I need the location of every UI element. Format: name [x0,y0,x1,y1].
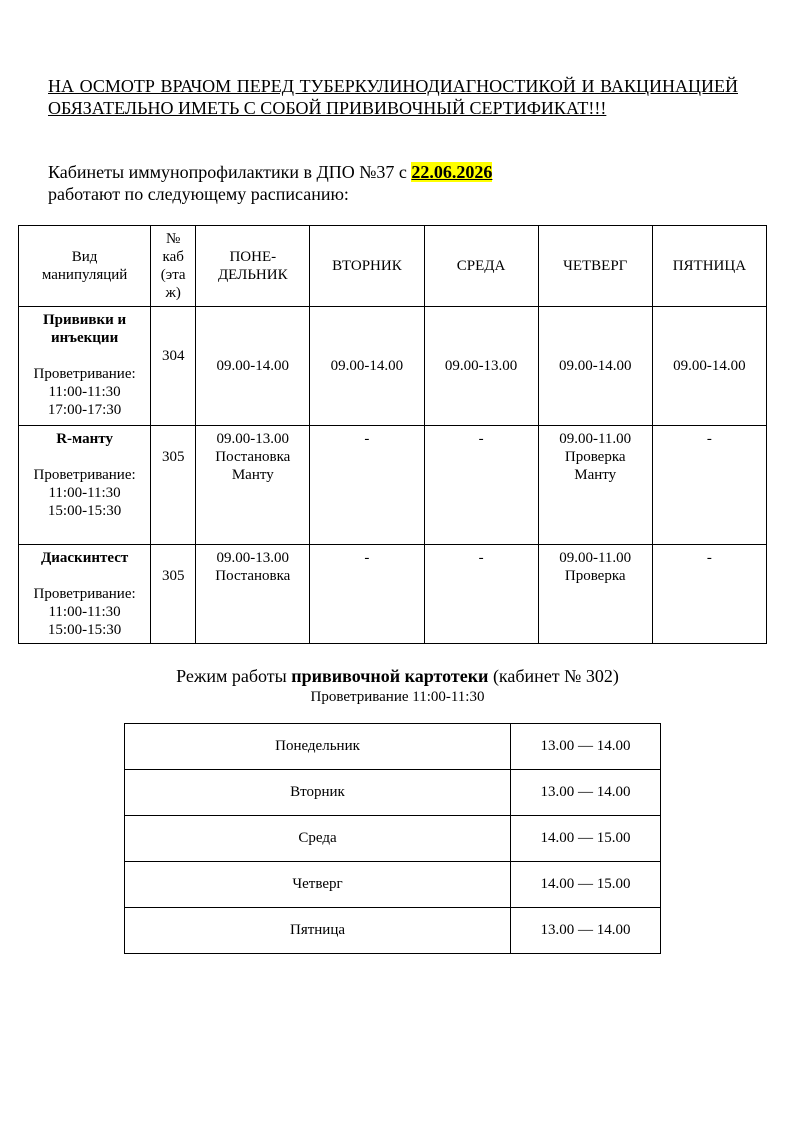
table-row [125,724,661,770]
card-index-ventilation: Проветривание 11:00-11:30 [310,689,485,705]
row-mantoux-room: 305 [151,426,196,545]
row-vaccinations-friday: 09.00-14.00 [652,307,766,426]
header-wednesday: СРЕДА [424,226,538,307]
card-index-hours-table [124,723,661,954]
row-mantoux-tuesday: - [310,426,424,545]
row-vaccinations-wednesday: 09.00-13.00 [424,307,538,426]
row-vaccinations-room: 304 [151,307,196,426]
card-day-wednesday: Среда [125,816,511,862]
row-diaskintest-monday: 09.00-13.00 Постановка [196,545,310,644]
card-time-thursday: 14.00 — 15.00 [511,862,661,908]
certificate-notice: НА ОСМОТР ВРАЧОМ ПЕРЕД ТУБЕРКУЛИНОДИАГНОСТИКОЙ И ВАКЦИНАЦИЕЙ ОБЯЗАТЕЛЬНО ИМЕТЬ С СОБОЙ ПРИВИВОЧНЫЙ СЕРТИФИКАТ!!! [48,76,738,118]
card-time-friday: 13.00 — 14.00 [511,908,661,954]
row-mantoux-type: R-манту Проветривание: 11:00-11:30 15:00-15:30 [19,426,151,545]
table-row [125,862,661,908]
row-mantoux-thursday: 09.00-11.00 Проверка Манту [538,426,652,545]
card-index-title: Режим работы прививочной картотеки (кабинет № 302) [176,666,619,686]
row-diaskintest-wednesday: - [424,545,538,644]
header-thursday: ЧЕТВЕРГ [538,226,652,307]
immunization-schedule-table [18,225,767,644]
schedule-intro [48,161,748,205]
card-time-wednesday: 14.00 — 15.00 [511,816,661,862]
table-row [125,770,661,816]
header-tuesday: ВТОРНИК [310,226,424,307]
header-room: № каб (эта ж) [151,226,196,307]
card-day-tuesday: Вторник [125,770,511,816]
table-row [19,307,767,426]
row-vaccinations-type: Прививки и инъекции Проветривание: 11:00-11:30 17:00-17:30 [19,307,151,426]
effective-date: 22.06.2026 [411,162,493,182]
row-diaskintest-friday: - [652,545,766,644]
header-friday: ПЯТНИЦА [652,226,766,307]
card-day-monday: Понедельник [125,724,511,770]
row-vaccinations-tuesday: 09.00-14.00 [310,307,424,426]
card-day-friday: Пятница [125,908,511,954]
header-manipulation-type: Вид манипуляций [19,226,151,307]
row-diaskintest-thursday: 09.00-11.00 Проверка [538,545,652,644]
row-vaccinations-monday: 09.00-14.00 [196,307,310,426]
row-mantoux-friday: - [652,426,766,545]
card-time-monday: 13.00 — 14.00 [511,724,661,770]
card-day-thursday: Четверг [125,862,511,908]
row-mantoux-wednesday: - [424,426,538,545]
intro-line1: Кабинеты иммунопрофилактики в ДПО №37 с [48,162,412,182]
row-diaskintest-tuesday: - [310,545,424,644]
table-row [19,545,767,644]
row-diaskintest-type: Диаскинтест Проветривание: 11:00-11:30 15:00-15:30 [19,545,151,644]
table-row [125,816,661,862]
card-time-tuesday: 13.00 — 14.00 [511,770,661,816]
table-row [19,426,767,545]
row-diaskintest-room: 305 [151,545,196,644]
table-header-row [19,226,767,307]
table-row [125,908,661,954]
row-vaccinations-thursday: 09.00-14.00 [538,307,652,426]
row-mantoux-monday: 09.00-13.00 Постановка Манту [196,426,310,545]
intro-line2: работают по следующему расписанию: [48,184,349,204]
header-monday: ПОНЕ- ДЕЛЬНИК [196,226,310,307]
